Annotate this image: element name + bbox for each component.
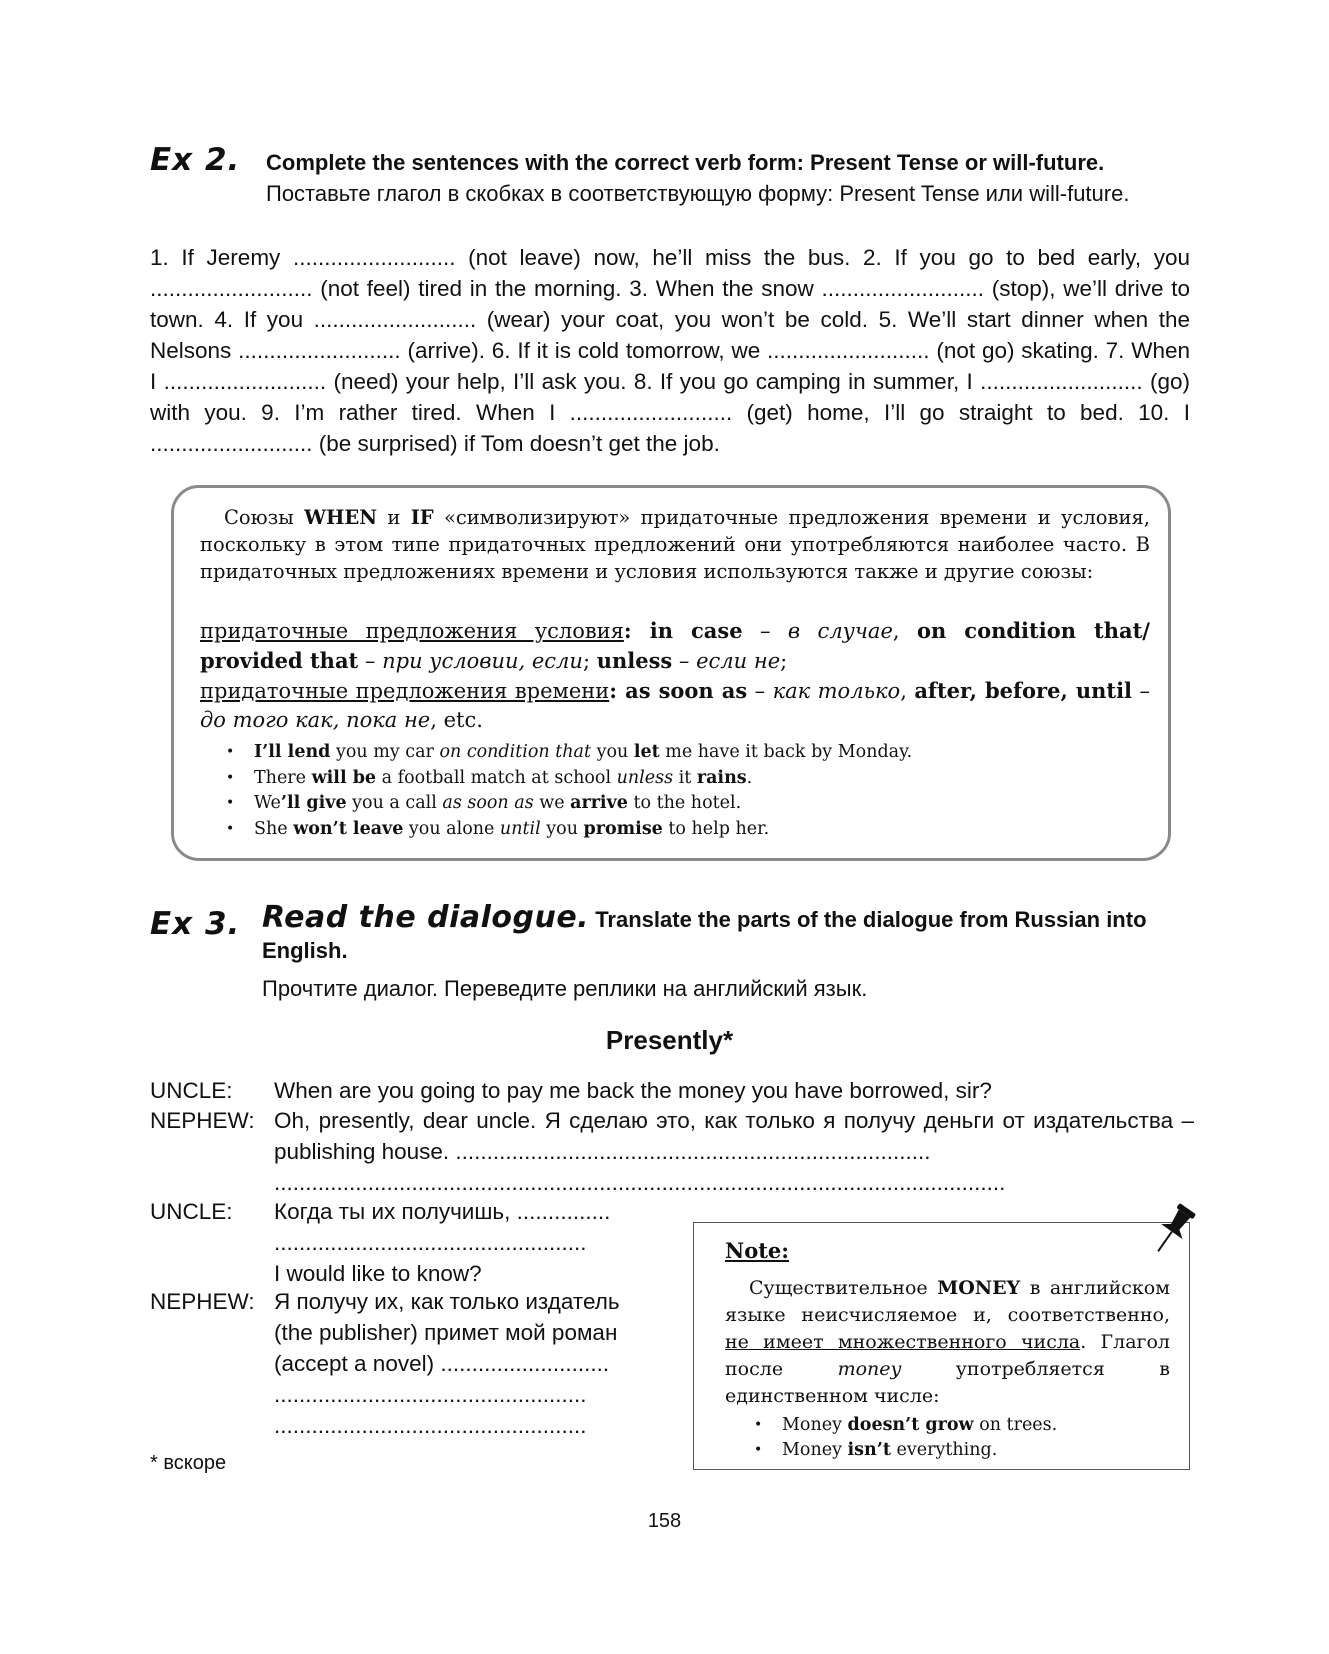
- rule-example: • There will be a football match at school unless it rains.: [226, 766, 1126, 792]
- ex3-label: Ex 3.: [150, 906, 241, 942]
- answer-dots: ..................................................: [274, 1413, 587, 1438]
- note-box: [693, 1222, 1190, 1470]
- ex2-exercise-text: 1. If Jeremy .......................... (not leave) now, he’ll miss the bus. 2. If you go to bed early, you .......................... (not feel) tired in the morning. 3. When the snow .......................... (stop), we’ll drive to town. 4. If you .......................... (wear) your coat, you won’t be cold. 5. We’ll start dinner when the Nelsons .......................... (arrive). 6. If it is cold tomorrow, we .......................... (not go) skating. 7. When I .......................... (need) your help, I’ll ask you. 8. If you go camping in summer, I .......................... (go) with you. 9. I’m rather tired. When I .......................... (get) home, I’ll go straight to bed. 10. I .......................... (be surprised) if Tom doesn’t get the job.: [150, 245, 1190, 456]
- rule-example: • We’ll give you a call as soon as we arrive to the hotel.: [226, 791, 1126, 817]
- answer-dots: ..................................................: [274, 1230, 587, 1255]
- note-example: • Money doesn’t grow on trees.: [754, 1413, 1174, 1438]
- ex3-instruction-ru: Прочтите диалог. Переведите реплики на английский язык.: [262, 976, 868, 1001]
- rule-paragraph-1: Союзы WHEN и IF «символизируют» придаточные предложения времени и условия, поскольку в этом типе придаточных предложений они употребляются наиболее часто. В придаточных предложениях времени и условия используются также и другие союзы:: [200, 506, 1150, 583]
- rule-example: • She won’t leave you alone until you promise to help her.: [226, 817, 1126, 843]
- note-examples-list: [754, 1413, 1174, 1463]
- speaker-nephew: NEPHEW:: [150, 1108, 255, 1133]
- speaker-uncle: UNCLE:: [150, 1199, 233, 1224]
- ex3-instruction-en: Translate the parts of the dialogue from Russian into English.: [262, 907, 1147, 963]
- speaker-nephew: NEPHEW:: [150, 1289, 255, 1314]
- dialogue-line-3-end: I would like to know?: [274, 1261, 482, 1286]
- rule-paragraph-condition: придаточные предложения условия: in case – в случае, on condition that/ provided that – при условии, если; unless – если не;: [200, 618, 1150, 673]
- rule-paragraph-time: придаточные предложения времени: as soon as – как только, after, before, until – до того как, пока не, etc.: [200, 678, 1150, 732]
- ex2-instruction-ru: Поставьте глагол в скобках в соответствующую форму: Present Tense или will-future.: [266, 181, 1130, 206]
- rule-examples-list: [226, 740, 1126, 842]
- footnote: * вскоре: [150, 1452, 227, 1474]
- dialogue-line-4: Я получу их, как только издатель (the publisher) примет мой роман (accept a novel) ...........................: [274, 1289, 620, 1376]
- ex3-script-heading: Read the dialogue.: [262, 900, 590, 935]
- note-text: Существительное MONEY в английском языке неисчисляемое и, соответственно, не имеет множественного числа. Глагол после money употребляется в единственном числе:: [725, 1277, 1170, 1407]
- rule-example: • I’ll lend you my car on condition that you let me have it back by Monday.: [226, 740, 1126, 766]
- pushpin-icon: [1148, 1200, 1198, 1260]
- ex2-instruction-en: Complete the sentences with the correct verb form: Present Tense or will-future.: [266, 150, 1105, 175]
- note-title: Note:: [725, 1238, 790, 1263]
- answer-dots: .....................................................................................................................: [274, 1170, 1006, 1195]
- grammar-rule-box: [171, 485, 1171, 861]
- dialogue-line-2: Oh, presently, dear uncle. Я сделаю это, как только я получу деньги от издательства – publishing house. ............................................................................: [274, 1108, 1194, 1164]
- speaker-uncle: UNCLE:: [150, 1078, 233, 1103]
- dialogue-title: Presently*: [605, 1025, 734, 1055]
- page-number: 158: [647, 1510, 682, 1532]
- dialogue-line-3: Когда ты их получишь, ...............: [274, 1199, 611, 1224]
- answer-dots: ..................................................: [274, 1382, 587, 1407]
- ex2-label: Ex 2.: [150, 142, 241, 178]
- note-example: • Money isn’t everything.: [754, 1438, 1174, 1463]
- ex3-heading: [262, 902, 1192, 966]
- dialogue-line-1: When are you going to pay me back the money you have borrowed, sir?: [274, 1078, 992, 1103]
